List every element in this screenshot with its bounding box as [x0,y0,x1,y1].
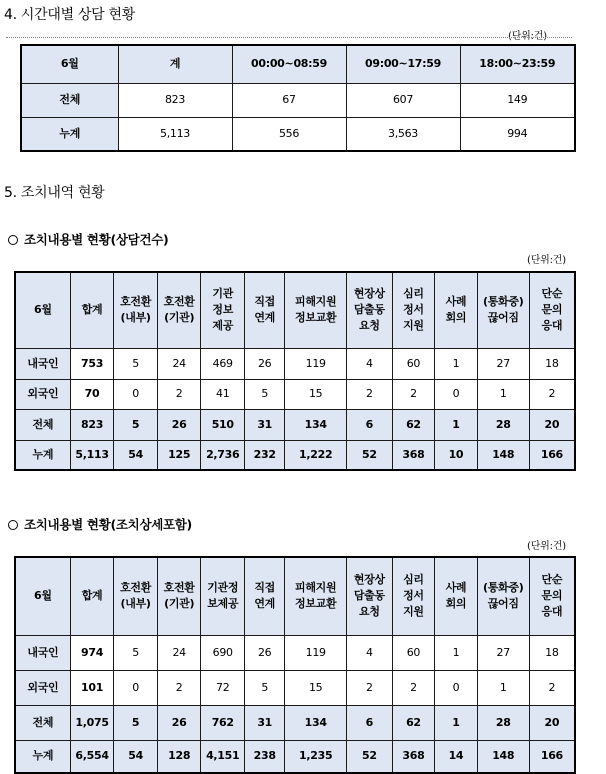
table-cell: 0 [435,379,478,409]
action-count-table [14,271,576,471]
table-cell: 823 [118,83,232,117]
table-row [15,379,575,409]
table-row [21,83,575,117]
row-label: 전체 [21,83,118,117]
table-cell: 52 [347,440,393,470]
table-row [15,409,575,440]
table-cell: 119 [285,635,347,670]
header-cell: 사례 회의 [435,557,478,635]
table-cell: 15 [285,670,347,705]
table-cell: 3,563 [346,117,460,151]
table-cell: 20 [529,705,575,740]
table-cell: 1,222 [285,440,347,470]
table-cell: 20 [529,409,575,440]
table-cell: 148 [477,440,529,470]
table-cell: 67 [232,83,346,117]
header-cell: 6월 [15,272,70,348]
header-cell: 09:00~17:59 [346,45,460,83]
table-cell: 823 [70,409,114,440]
table-cell: 31 [245,409,285,440]
row-label: 내국인 [15,348,70,379]
table-cell: 238 [245,740,285,773]
table-cell: 54 [114,740,158,773]
table-cell: 5,113 [118,117,232,151]
row-label: 누계 [15,440,70,470]
table-cell: 148 [477,740,529,773]
header-cell: 현장상 담출동 요청 [347,557,393,635]
table-cell: 1 [477,670,529,705]
header-cell: 심리 정서 지원 [392,272,435,348]
row-label: 누계 [21,117,118,151]
table-row [21,117,575,151]
table-cell: 5 [114,635,158,670]
table-cell: 2 [529,379,575,409]
table-cell: 60 [392,348,435,379]
table-cell: 2 [157,670,201,705]
dotted-divider [6,37,572,38]
table-cell: 27 [477,348,529,379]
table-cell: 2 [392,379,435,409]
table-cell: 2 [347,670,393,705]
table-cell: 134 [285,409,347,440]
table-cell: 10 [435,440,478,470]
table-cell: 18 [529,348,575,379]
table-cell: 232 [245,440,285,470]
header-cell: 18:00~23:59 [460,45,575,83]
table-cell: 128 [157,740,201,773]
table-cell: 15 [285,379,347,409]
table-cell: 14 [435,740,478,773]
table2-subtitle-wrap [8,515,192,533]
table-cell: 28 [477,705,529,740]
table-cell: 149 [460,83,575,117]
table2-unit: (단위:건) [527,541,566,552]
table-cell: 5 [114,348,158,379]
table-cell: 27 [477,635,529,670]
header-cell: 직접 연계 [245,557,285,635]
table-cell: 5 [114,409,158,440]
table-cell: 974 [70,635,114,670]
table-cell: 26 [245,348,285,379]
table-cell: 1 [435,348,478,379]
table-cell: 2 [529,670,575,705]
table-cell: 166 [529,740,575,773]
header-row [15,272,575,348]
table-cell: 5 [114,705,158,740]
table-cell: 28 [477,409,529,440]
table-cell: 5 [245,670,285,705]
header-cell: 기관정 보제공 [201,557,245,635]
header-row [15,557,575,635]
table-cell: 510 [201,409,245,440]
table-cell: 72 [201,670,245,705]
table-cell: 1 [435,635,478,670]
header-cell: 호전환 (기관) [157,272,201,348]
table-cell: 119 [285,348,347,379]
table-cell: 762 [201,705,245,740]
table-cell: 70 [70,379,114,409]
row-label: 전체 [15,409,70,440]
table-row [15,670,575,705]
row-label: 내국인 [15,635,70,670]
table-cell: 607 [346,83,460,117]
table-cell: 24 [157,348,201,379]
table-cell: 6 [347,409,393,440]
table-cell: 0 [114,670,158,705]
table-cell: 125 [157,440,201,470]
table-cell: 134 [285,705,347,740]
table-cell: 6,554 [70,740,114,773]
header-cell: 현장상 담출동 요청 [347,272,393,348]
table-cell: 2 [157,379,201,409]
table-cell: 368 [392,740,435,773]
table2-subtitle: 조치내용별 현황(조치상세포함) [24,517,192,532]
header-cell: 호전환 (내부) [114,557,158,635]
header-cell: 단순 문의 응대 [529,557,575,635]
table-cell: 166 [529,440,575,470]
table-cell: 101 [70,670,114,705]
header-cell: 단순 문의 응대 [529,272,575,348]
table-cell: 26 [157,705,201,740]
header-cell: 피해지원 정보교환 [285,272,347,348]
table-cell: 52 [347,740,393,773]
table-cell: 24 [157,635,201,670]
header-cell: 사례 회의 [435,272,478,348]
table-cell: 1 [477,379,529,409]
row-label: 전체 [15,705,70,740]
header-cell: 심리 정서 지원 [392,557,435,635]
table-row [15,705,575,740]
table-cell: 41 [201,379,245,409]
table-row [15,635,575,670]
header-cell: 합계 [70,272,114,348]
table-cell: 2,736 [201,440,245,470]
table1-subtitle: 조치내용별 현황(상담건수) [24,232,169,247]
table-cell: 0 [435,670,478,705]
table-cell: 1 [435,409,478,440]
table-cell: 1,235 [285,740,347,773]
table-row [15,740,575,773]
table-cell: 4,151 [201,740,245,773]
table-row [15,348,575,379]
table-cell: 60 [392,635,435,670]
section4-unit: (단위:건) [508,31,547,42]
table-cell: 368 [392,440,435,470]
header-cell: 호전환 (기관) [157,557,201,635]
table-cell: 26 [157,409,201,440]
header-cell: 합계 [70,557,114,635]
table-cell: 54 [114,440,158,470]
table-cell: 690 [201,635,245,670]
table-cell: 31 [245,705,285,740]
section4-title: 4. 시간대별 상담 현황 [4,7,135,23]
table-cell: 5 [245,379,285,409]
row-label: 외국인 [15,670,70,705]
header-cell: 계 [118,45,232,83]
table-cell: 2 [347,379,393,409]
header-cell: 6월 [15,557,70,635]
circle-bullet-icon [8,520,18,530]
table-cell: 4 [347,635,393,670]
header-cell: 피해지원 정보교환 [285,557,347,635]
table-cell: 753 [70,348,114,379]
table-cell: 994 [460,117,575,151]
section5-title: 5. 조치내역 현황 [4,185,105,201]
table-cell: 0 [114,379,158,409]
row-label: 누계 [15,740,70,773]
table-cell: 62 [392,409,435,440]
header-row [21,45,575,83]
table-cell: 6 [347,705,393,740]
table-cell: 4 [347,348,393,379]
table1-subtitle-wrap [8,230,168,248]
table-cell: 62 [392,705,435,740]
header-cell: 6월 [21,45,118,83]
table-cell: 26 [245,635,285,670]
table-cell: 2 [392,670,435,705]
table-cell: 556 [232,117,346,151]
table1-unit: (단위:건) [527,255,566,266]
table-row [15,440,575,470]
table-cell: 18 [529,635,575,670]
header-cell: 기관 정보 제공 [201,272,245,348]
header-cell: 직접 연계 [245,272,285,348]
time-slot-table [20,44,576,152]
table-cell: 469 [201,348,245,379]
header-cell: (통화중) 끊어짐 [477,272,529,348]
row-label: 외국인 [15,379,70,409]
action-detail-table [14,556,576,774]
circle-bullet-icon [8,235,18,245]
header-cell: 00:00~08:59 [232,45,346,83]
header-cell: (통화중) 끊어짐 [477,557,529,635]
table-cell: 1,075 [70,705,114,740]
table-cell: 5,113 [70,440,114,470]
table-cell: 1 [435,705,478,740]
header-cell: 호전환 (내부) [114,272,158,348]
